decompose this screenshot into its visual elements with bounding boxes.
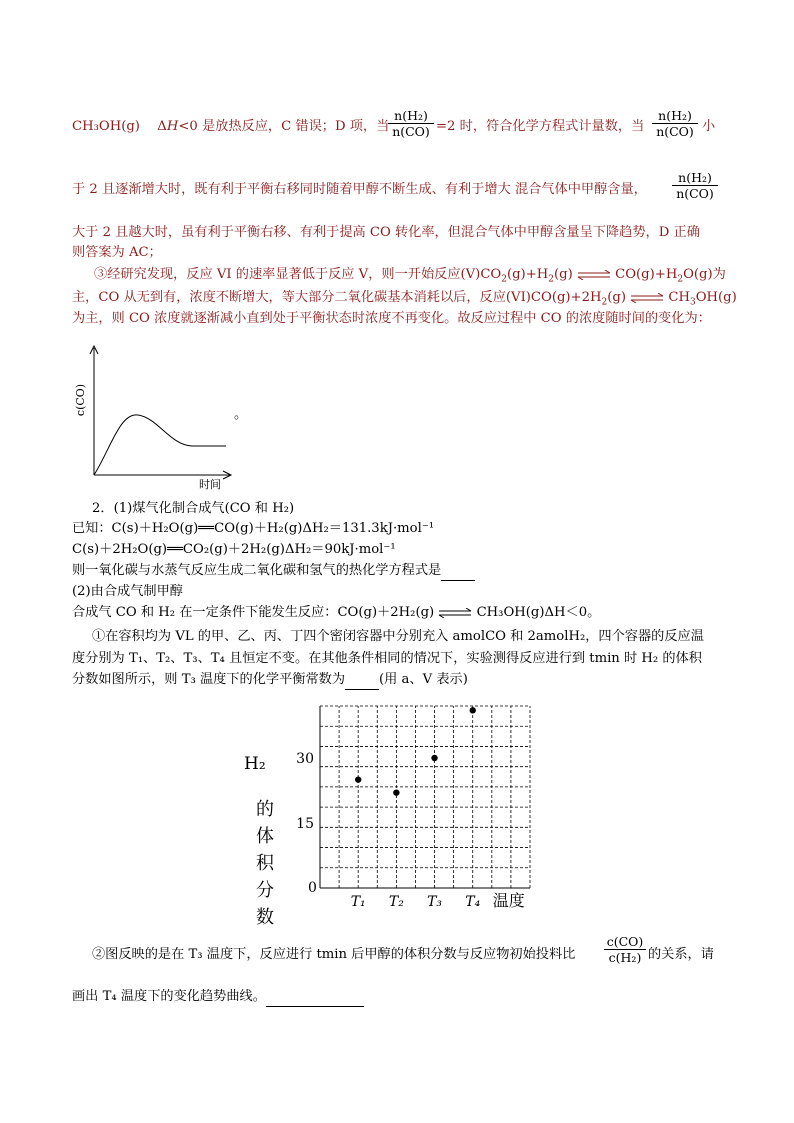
x-axis-label: 时间 [199, 478, 221, 490]
x-tick-label: T₂ [388, 894, 404, 910]
data-point [393, 789, 399, 795]
answer-blank[interactable] [266, 988, 364, 1007]
text-seg: 于 2 且逐渐增大时，既有利于平衡右移同时随着甲醇不断生成、有利于增大 混合气体中甲醇含量， [72, 182, 647, 197]
h2-chart-ylabel-stack [256, 796, 274, 931]
text-seg: O(g)为 [683, 267, 726, 282]
q2-question-a [72, 562, 475, 581]
fraction-c-co-c-h2 [604, 934, 646, 965]
text-seg: OH(g) [695, 290, 737, 305]
equilibrium-arrow-icon [577, 270, 611, 280]
answer-blank[interactable] [345, 671, 379, 690]
fraction-n-h2-n-co-2 [652, 108, 698, 139]
answer-line-7: 为主，则 CO 浓度就逐渐减小直到处于平衡状态时浓度不再变化。故反应过程中 CO 的浓度随时间的变化为： [72, 311, 711, 326]
q2-part-2-2-line-1b: 的关系，请 [648, 947, 714, 962]
data-point [431, 755, 437, 761]
q2-part-2-1-line-2: 度分别为 T₁、T₂、T₃、T₄ 且恒定不变。在其他条件相同的情况下，实验测得反应进行到 tmin 时 H₂ 的体积 [72, 651, 702, 666]
answer-line-6: 主，CO 从无到有，浓度不断增大，等大部分二氧化碳基本消耗以后，反应$(VI)CO(g)+2H_2(g)$ $CH_3OH(g)$ [72, 290, 737, 308]
answer-line-3: 大于 2 且越大时，虽有利于平衡右移、有利于提高 CO 转化率，但混合气体中甲醇含量呈下降趋势，D 正确 [72, 225, 700, 240]
text-seg: 画出 T₄ 温度下的变化趋势曲线。 [72, 989, 266, 1004]
answer-line-5: ③经研究发现，反应 VI 的速率显著低于反应 V，则一开始反应$(V)CO_2(g)+H_2(g)$ $CO(g)+H_2O(g)$为 [94, 267, 726, 285]
q2-part-2-1-line-1: ①在容积均为 VL 的甲、乙、丙、丁四个密闭容器中分别充入 amolCO 和 2amolH₂，四个容器的反应温 [92, 629, 704, 644]
text-seg: ③经研究发现，反应 VI 的速率显著低于反应 V，则一开始反应(V)CO [94, 267, 502, 282]
y-tick-label: 15 [296, 816, 314, 832]
text-seg: 则一氧化碳与水蒸气反应生成二氧化碳和氢气的热化学方程式是 [72, 563, 442, 578]
frac-den: n(CO) [656, 124, 694, 139]
origin-label: 0 [308, 880, 317, 896]
frac-den: n(CO) [392, 124, 430, 139]
frac-num: c(CO) [604, 934, 646, 950]
equilibrium-arrow-icon [630, 293, 664, 303]
text-seg: (g) [607, 290, 626, 305]
q2-reaction [72, 604, 600, 622]
q2-equation-2: C(s)＋2H₂O(g)══CO₂(g)＋2H₂(g)ΔH₂＝90kJ·mol⁻¹ [72, 542, 396, 557]
text-seg: (g)+H [506, 267, 549, 282]
fraction-n-h2-n-co-3 [672, 170, 718, 201]
ylabel-char: 积 [256, 853, 274, 874]
answer-line-1 [72, 118, 389, 136]
ylabel-char: 数 [256, 907, 274, 928]
y-axis-label: c(CO) [74, 383, 87, 417]
text-seg: 小 [702, 119, 716, 134]
text-seg: 主，CO 从无到有，浓度不断增大，等大部分二氧化碳基本消耗以后，反应(VI)CO(g)+2H [72, 290, 602, 305]
text-seg: CH [668, 290, 690, 305]
answer-line-2 [72, 181, 647, 199]
q2-part-2-1-line-3 [72, 671, 468, 690]
x-axis-title: 温度 [492, 891, 525, 910]
equilibrium-arrow-icon [438, 608, 472, 618]
x-tick-label: T₄ [465, 894, 481, 910]
x-tick-label: T₃ [427, 894, 443, 910]
answer-line-1b [436, 118, 644, 136]
frac-den: n(CO) [676, 186, 714, 201]
frac-num: n(H₂) [652, 108, 698, 124]
text-seg: 分数如图所示，则 T₃ 温度下的化学平衡常数为 [72, 672, 346, 687]
ylabel-char: 的 [256, 799, 274, 820]
fraction-n-h2-n-co-1 [388, 108, 434, 139]
text-seg: (用 a、V 表示) [379, 672, 468, 687]
text-seg: H [166, 119, 179, 134]
text-seg: ②图反映的是在 T₃ 温度下，反应进行 tmin 后甲醇的体积分数与反应物初始投料比 [92, 947, 576, 962]
text-seg: CH₃OH(g)ΔH＜0。 [476, 605, 601, 620]
text-seg: =2 时，符合化学方程式计量数，当 [436, 119, 645, 134]
data-point [470, 707, 476, 713]
text-seg: CH₃OH(g) Δ [72, 119, 167, 134]
answer-line-4: 则答案为 AC； [72, 245, 162, 260]
answer-blank[interactable] [441, 562, 475, 581]
text-seg: CO(g)+H [615, 267, 678, 282]
x-tick-label: T₁ [350, 894, 366, 910]
q2-title: 2．(1)煤气化制合成气(CO 和 H₂) [92, 501, 295, 516]
h2-volume-fraction-chart [290, 700, 560, 916]
frac-den: c(H₂) [608, 950, 642, 965]
text-seg: 合成气 CO 和 H₂ 在一定条件下能发生反应：CO(g)＋2H₂(g) [72, 605, 435, 620]
ylabel-char: 分 [256, 880, 274, 901]
answer-line-1c [702, 118, 715, 136]
co-concentration-graph [70, 340, 240, 490]
graph-trailing-mark: 。 [234, 407, 248, 422]
ylabel-char: 体 [256, 826, 274, 847]
y-tick-label: 30 [296, 751, 314, 767]
frac-num: n(H₂) [388, 108, 434, 124]
co-curve [94, 415, 226, 475]
h2-chart-ylabel-top: H₂ [244, 754, 266, 774]
text-seg: <0 是放热反应，C 错误；D 项，当 [178, 119, 390, 134]
frac-num: n(H₂) [672, 170, 718, 186]
q2-part-2: (2)由合成气制甲醇 [72, 584, 183, 599]
q2-part-2-2-line-2 [72, 988, 364, 1007]
q2-part-2-2-line-1 [92, 946, 575, 964]
text-seg: (g) [554, 267, 573, 282]
data-point [355, 776, 361, 782]
q2-equation-1: 已知：C(s)＋H₂O(g)══CO(g)＋H₂(g)ΔH₂＝131.3kJ·mol⁻¹ [72, 521, 435, 536]
